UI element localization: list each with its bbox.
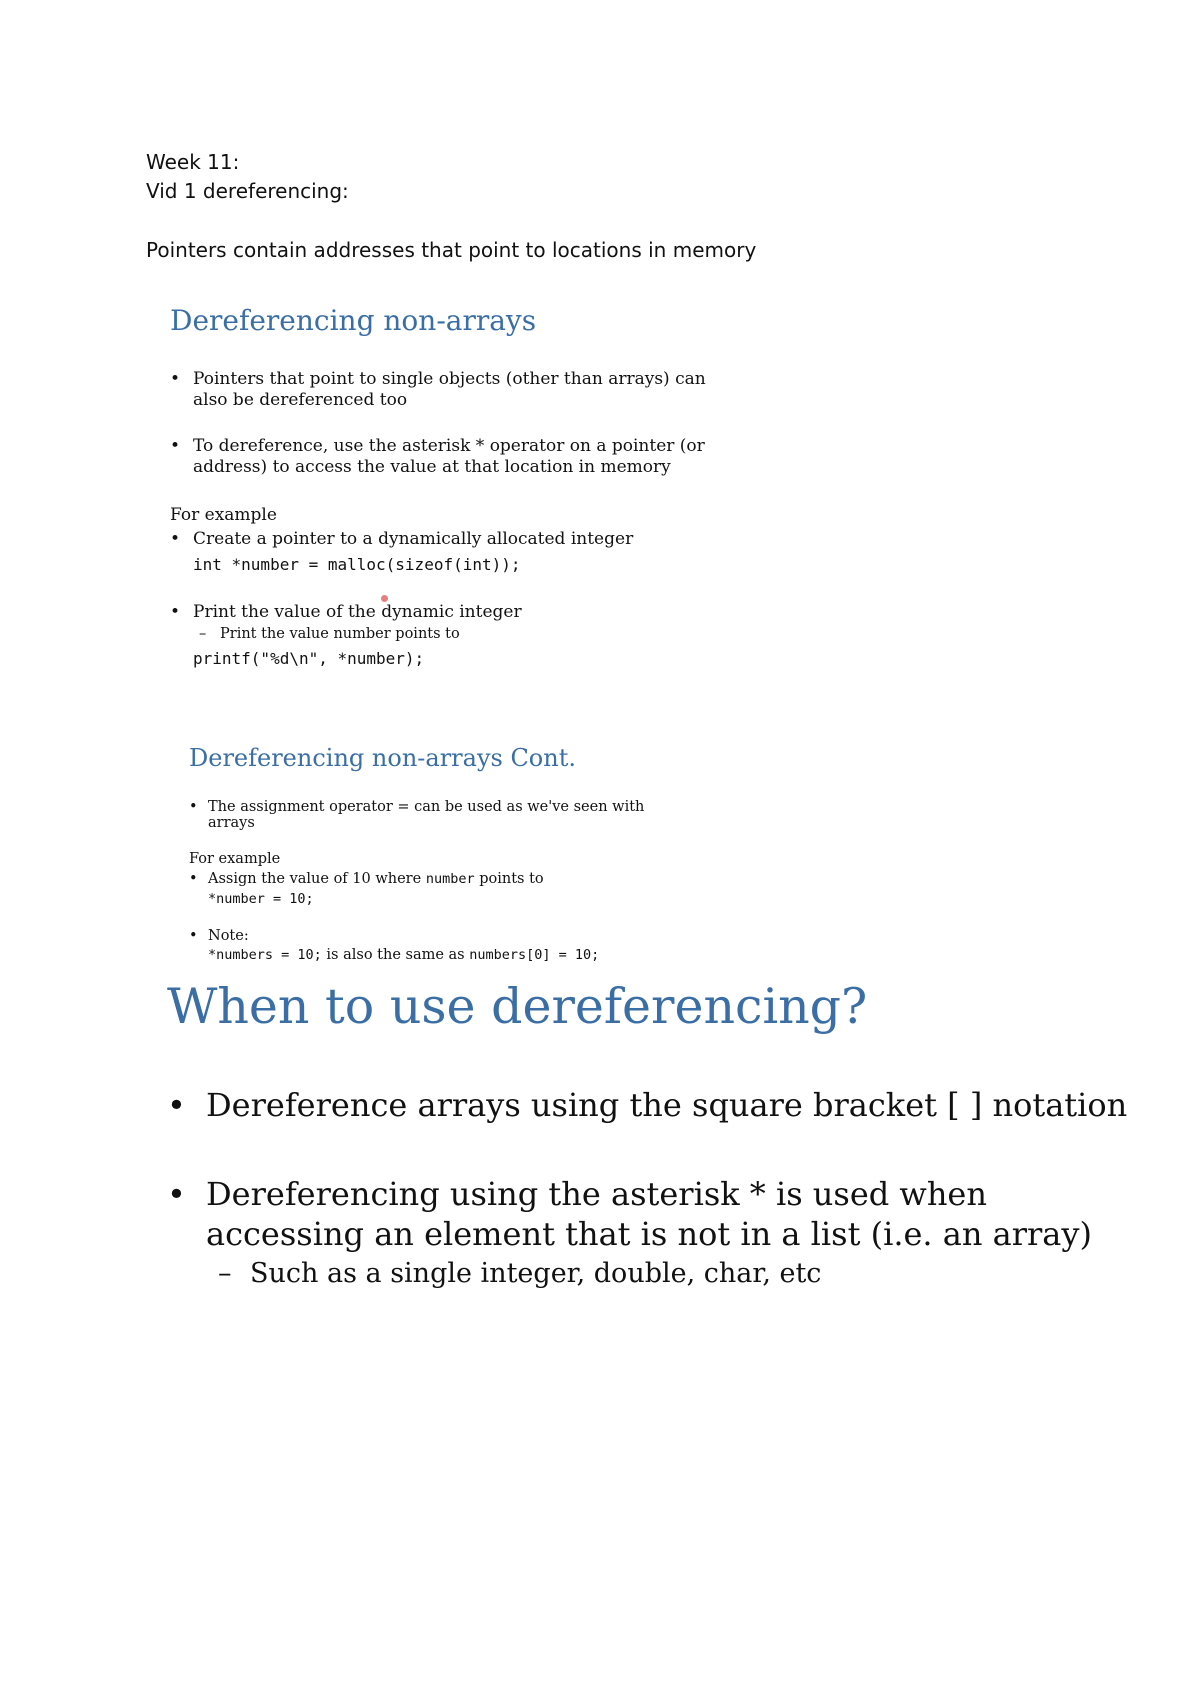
bullet-text: The assignment operator = can be used as we've seen with <box>208 799 645 815</box>
bullet-text: accessing an element that is not in a list (i.e. an array) <box>206 1215 1092 1253</box>
bullet-marker: • <box>167 1175 186 1213</box>
code-snippet: int *number = malloc(sizeof(int)); <box>193 555 521 574</box>
bullet-marker: • <box>189 871 198 887</box>
sub-bullet-dash: – <box>199 626 207 642</box>
week-heading: Week 11: <box>146 150 240 174</box>
inline-code: *numbers = 10; <box>208 947 322 963</box>
code-snippet: *number = 10; <box>208 891 314 907</box>
sub-bullet-text: Such as a single integer, double, char, etc <box>250 1258 822 1289</box>
bullet-text: Dereference arrays using the square bracket [ ] notation <box>206 1086 1128 1124</box>
bullet-marker: • <box>189 799 198 815</box>
bullet-text: also be dereferenced too <box>193 390 408 410</box>
bullet-text: Pointers that point to single objects (other than arrays) can <box>193 369 706 389</box>
inline-code: numbers[0] = 10; <box>469 947 600 963</box>
bullet-marker: • <box>170 369 181 389</box>
bullet-marker: • <box>170 602 181 622</box>
intro-sentence: Pointers contain addresses that point to locations in memory <box>146 238 757 262</box>
slide-title: When to use dereferencing? <box>167 978 868 1035</box>
sub-bullet-text: Print the value number points to <box>220 626 460 642</box>
slide-title: Dereferencing non-arrays Cont. <box>189 744 576 772</box>
code-snippet: printf("%d\n", *number); <box>193 649 425 668</box>
bullet-marker: • <box>189 928 198 944</box>
bullet-text: arrays <box>208 815 255 831</box>
bullet-text: Print the value of the dynamic integer <box>193 602 522 622</box>
bullet-text-part: points to <box>474 871 544 887</box>
note-text-part: is also the same as <box>321 947 470 963</box>
slide-title: Dereferencing non-arrays <box>170 304 537 337</box>
bullet-marker: • <box>170 436 181 456</box>
bullet-text-part: Assign the value of 10 where <box>208 871 426 887</box>
bullet-text: address) to access the value at that location in memory <box>193 457 671 477</box>
note-label: Note: <box>208 928 249 944</box>
bullet-marker: • <box>167 1086 186 1124</box>
video-heading: Vid 1 dereferencing: <box>146 179 349 203</box>
bullet-text: Create a pointer to a dynamically allocated integer <box>193 529 634 549</box>
bullet-text: To dereference, use the asterisk * operator on a pointer (or <box>193 436 705 456</box>
bullet-marker: • <box>170 529 181 549</box>
example-label: For example <box>189 851 281 867</box>
bullet-text: Dereferencing using the asterisk * is used when <box>206 1175 987 1213</box>
example-label: For example <box>170 505 277 525</box>
sub-bullet-dash: – <box>218 1258 232 1289</box>
inline-code: number <box>425 871 475 887</box>
